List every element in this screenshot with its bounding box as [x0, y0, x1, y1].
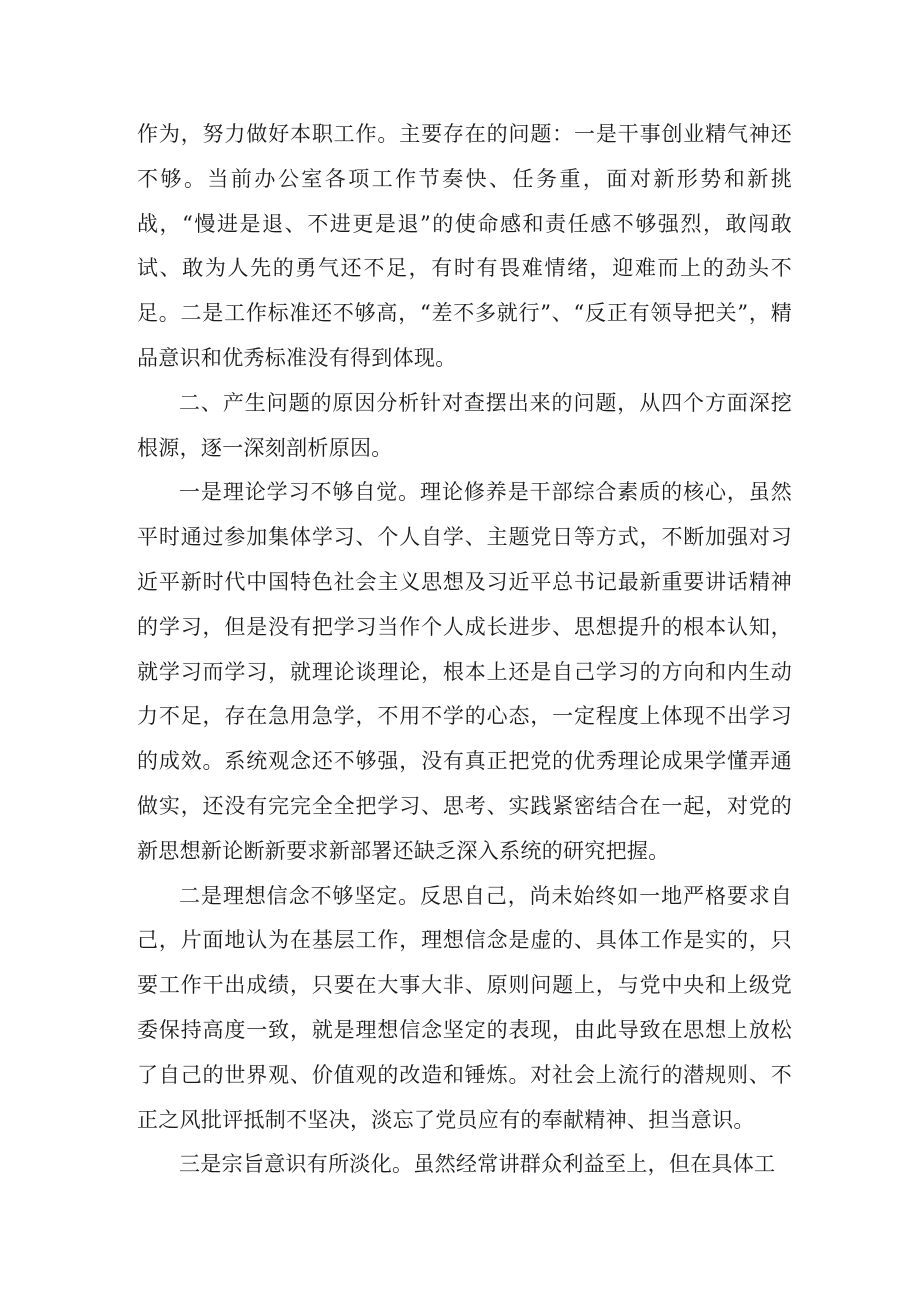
paragraph-3: 一是理论学习不够自觉。理论修养是干部综合素质的核心，虽然平时通过参加集体学习、个人自学、主题党日等方式，不断加强对习近平新时代中国特色社会主义思想及习近平总书记最新重要讲话精神的学习，但是没有把学习当作个人成长进步、思想提升的根本认知，就学习而学习，就理论谈理论，根本上还是自己学习的方向和内生动力不足，存在急用急学，不用不学的心态，一定程度上体现不出学习的成效。系统观念还不够强，没有真正把党的优秀理论成果学懂弄通做实，还没有完完全全把学习、思考、实践紧密结合在一起，对党的新思想新论断新要求新部署还缺乏深入系统的研究把握。 — [137, 480, 792, 863]
document-body — [137, 112, 792, 1187]
paragraph-5: 三是宗旨意识有所淡化。虽然经常讲群众利益至上，但在具体工 — [179, 1152, 776, 1177]
paragraph-2: 二、产生问题的原因分析针对查摆出来的问题，从四个方面深挖根源，逐一深刻剖析原因。 — [137, 390, 792, 460]
paragraph-1: 作为，努力做好本职工作。主要存在的问题：一是干事创业精气神还不够。当前办公室各项工作节奏快、任务重，面对新形势和新挑战，“慢进是退、不进更是退”的使命感和责任感不够强烈，敢闯敢试、敢为人先的勇气还不足，有时有畏难情绪，迎难而上的劲头不足。二是工作标准还不够高，“差不多就行”、“反正有领导把关”，精品意识和优秀标准没有得到体现。 — [137, 122, 792, 370]
paragraph-4: 二是理想信念不够坚定。反思自己，尚未始终如一地严格要求自己，片面地认为在基层工作，理想信念是虚的、具体工作是实的，只要工作干出成绩，只要在大事大非、原则问题上，与党中央和上级党委保持高度一致，就是理想信念坚定的表现，由此导致在思想上放松了自己的世界观、价值观的改造和锤炼。对社会上流行的潜规则、不正之风批评抵制不坚决，淡忘了党员应有的奉献精神、担当意识。 — [137, 883, 792, 1132]
